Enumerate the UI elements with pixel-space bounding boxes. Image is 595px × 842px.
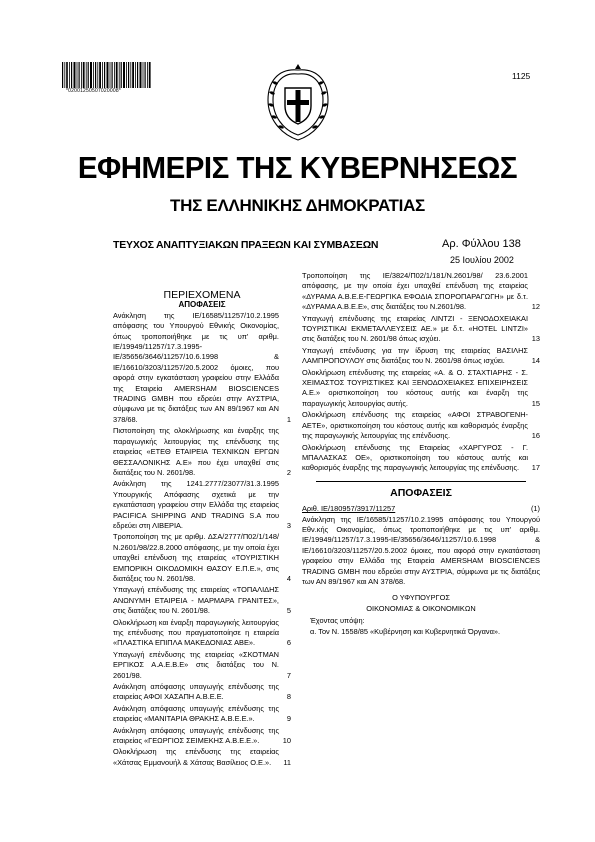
signatory-line-2: ΟΙΚΟΝΟΜΙΑΣ & ΟΙΚΟΝΟΜΙΚΩΝ (366, 603, 476, 613)
sheet-number: Αρ. Φύλλου 138 (442, 238, 521, 250)
decision-ref: Αριθ. ΙΕ/180957/3917/11257 (302, 504, 396, 514)
contents-entry-text: Ολοκλήρωση επένδυσης της εταιρείας «Α. & Ο. ΣΤΑΧΤΙΑΡΗΣ - Σ. ΧΕΙΜΑΣΤΟΣ ΤΟΥΡΙΣΤΙΚΕΣ ΚΑΙ ΞΕΝΟΔΟΧΕΙΑΚΕΣ ΕΠΙΧΕΙΡΗΣΕΙΣ Α.Ε.» οριστικοποίηση του κόστους αυτής και έναρξη της παραγωγικής λειτουργίας αυτής. (302, 367, 528, 408)
contents-entry-page: 1 (286, 414, 291, 424)
contents-entry (113, 532, 291, 584)
page-number: 1125 (512, 71, 531, 81)
coat-of-arms-icon (258, 60, 338, 144)
contents-entry-text: Τροποποίηση της με αριθμ. ΔΣΑ/2777/Π02/1/148/Ν.2601/98/22.8.2000 απόφασης, με την οποία έχει υπαχθεί επένδυση της εταιρείας «ΤΟΥΡΙΣΤΙΚΗ ΕΜΠΟΡΙΚΗ ΟΙΚΟΔΟΜΙΚΗ ΘΑΣΟΥ Ε.Π.Ε.», στις διατάξεις του Ν. 2601/98. (113, 532, 279, 583)
contents-entry (113, 585, 291, 616)
contents-entry-page: 8 (286, 692, 291, 702)
contents-entry (302, 368, 540, 410)
issue-label: ΤΕΥΧΟΣ ΑΝΑΠΤΥΞΙΑΚΩΝ ΠΡΑΞΕΩΝ ΚΑΙ ΣΥΜΒΑΣΕΩΝ (113, 239, 379, 251)
gazette-subtitle: ΤΗΣ ΕΛΛΗΝΙΚΗΣ ΔΗΜΟΚΡΑΤΙΑΣ (170, 196, 425, 215)
contents-entry (113, 311, 291, 425)
contents-entry-page: 4 (286, 573, 291, 583)
having-regard: Έχοντας υπόψη: (310, 616, 365, 626)
contents-entry-page: 9 (286, 714, 291, 724)
contents-entry (113, 650, 291, 681)
contents-entry-text: Ανάκληση απόφασης υπαγωγής επένδυσης της εταιρείας «ΜΑΝΙΤΑΡΙΑ ΘΡΑΚΗΣ Α.Β.Ε.Ε.». (113, 703, 279, 724)
contents-entry-text: Ανάκληση της 1241.2777/23077/31.3.1995 Υπουργικής Απόφασης σχετικά με την εγκατάσταση γραφείου στην Ελλάδα της εταιρείας PACIFICA SHIPPING AND TRADING S.A που εδρεύει στη ΛΙΒΕΡΙΑ. (113, 479, 279, 530)
contents-entry-text: Ολοκλήρωση επένδυσης της Εταιρείας «ΧΑΡΓΥΡΟΣ - Γ. ΜΠΑΛΑΣΚΑΣ ΟΕ», οριστικοποίηση του κόστους αυτής και καθορισμός έναρξης της παραγωγικής λειτουργίας της επένδυσης. (302, 442, 528, 473)
barcode-number: *02001250507020008* (66, 88, 121, 94)
contents-left-list (113, 311, 291, 768)
contents-entry-page: 7 (286, 670, 291, 680)
contents-entry (113, 426, 291, 478)
contents-entry-page: 6 (286, 638, 291, 648)
contents-entry-page: 2 (286, 467, 291, 477)
contents-entry-page: 12 (531, 302, 540, 312)
contents-left-column (113, 290, 291, 769)
contents-entry-page: 16 (531, 431, 540, 441)
contents-entry-text: Υπαγωγή επένδυσης για την ίδρυση της εταιρείας ΒΑΣΙΛΗΣ ΛΑΜΠΡΟΠΟΥΛΟΥ στις διατάξεις του Ν. 2601/98 όπως ισχύει. (302, 345, 528, 366)
contents-entry (113, 726, 291, 747)
issue-date: 25 Ιουλίου 2002 (450, 255, 514, 265)
contents-right-column (302, 271, 540, 637)
contents-entry (113, 618, 291, 649)
having-item-a: α. Τον Ν. 1558/85 «Κυβέρνηση και Κυβερνητικά Όργανα». (310, 626, 501, 636)
contents-entry-page: 11 (283, 757, 291, 767)
signatory-line-1: Ο ΥΦΥΠΟΥΡΓΟΣ (392, 593, 450, 603)
contents-entry-text: Ανάκληση απόφασης υπαγωγής επένδυσης της εταιρείας ΑΦΟΙ ΧΑΣΑΠΗ Α.Β.Ε.Ε. (113, 682, 279, 702)
decisions-heading: ΑΠΟΦΑΣΕΙΣ (316, 481, 526, 498)
contents-entry-page: 17 (531, 463, 540, 473)
contents-entry (113, 682, 291, 703)
contents-entry (302, 271, 540, 313)
decision-ref-number: (1) (530, 504, 540, 514)
contents-entry (302, 314, 540, 345)
contents-entry (302, 443, 540, 474)
contents-entry-page: 3 (286, 520, 291, 530)
decision-body: Ανάκληση της ΙΕ/16585/11257/10.2.1995 απόφασης του Υπουργού Εθν.κής Οικονομίας, όπως τροποποιήθηκε με τις υπ' αριθμ. ΙΕ/19949/11257/17.3.1995-ΙΕ/35656/3646/11257/10.6.1998 & ΙΕ/16610/3203/11257/20.5.2002 όμοιες, που αφορά στην εγκατάσταση γραφείου στην Ελλάδα της Εταιρεία AMERSHAM BIOSCIENCES TRADING GMBH που εδρεύει στην ΑΥΣΤΡΙΑ, σύμφωνα με τις διατάξεις των ΑΝ 89/1967 και ΑΝ 378/68. (302, 514, 540, 586)
contents-entry (113, 747, 291, 768)
contents-entry (113, 704, 291, 725)
contents-entry-text: Υπαγωγή επένδυσης της εταιρείας ΛΙΝΤΖΙ - ΞΕΝΟΔΟΧΕΙΑΚΑΙ ΤΟΥΡΙΣΤΙΚΑΙ ΕΚΜΕΤΑΛΛΕΥΣΕΙΣ ΑΕ.» με δ.τ. «HOTEL LINTZI» στις διατάξεις του Ν. 2601/98 όπως ισχύει. (302, 313, 528, 344)
contents-entry-text: Υπαγωγή επένδυσης της εταιρείας «ΤΟΠΑΛΙΔΗΣ ΑΝΩΝΥΜΗ ΕΤΑΙΡΕΙΑ - ΜΑΡΜΑΡΑ ΓΡΑΝΙΤΕΣ», στις διατάξεις του Ν. 2601/98. (113, 585, 279, 616)
contents-entry-page: 10 (282, 736, 291, 746)
contents-entry-text: Ολοκλήρωση επένδυσης της εταιρείας «ΑΦΟΙ ΣΤΡΑΒΟΓΕΝΗ-ΑΕΤΕ», οριστικοποίηση του κόστους αυτής και καθορισμός έναρξης της παραγωγικής λειτουργίας της επένδυσης. (302, 410, 528, 441)
contents-entry-text: Ολοκλήρωση και έναρξη παραγωγικής λειτουργίας της επένδυσης που πραγματοποίησε η εταιρεία «ΠΛΑΣΤΙΚΑ ΕΠΙΠΛΑ ΜΑΚΕΔΟΝΙΑΣ ΑΒΕ». (113, 617, 279, 648)
contents-right-list (302, 271, 540, 474)
contents-entry (302, 410, 540, 441)
contents-entry-text: Υπαγωγή επένδυσης της εταιρείας «ΣΚΟΤΜΑΝ ΕΡΓΙΚΟΣ Α.Α.Ε.Β.Ε» στις διατάξεις του Ν. 2601/98. (113, 649, 279, 680)
contents-entry-text: Τροποποίηση της ΙΕ/3824/Π02/1/181/Ν.2601/98/ 23.6.2001 απόφασης, με την οποία έχει υπαχθεί επένδυση της εταιρείας «ΔΥΡΑΜΑ Α.Β.Ε.Ε-ΓΕΩΡΓΙΚΑ ΕΦΟΔΙΑ ΣΠΟΡΟΠΑΡΑΓΩΓΗ» με δ.τ. «ΔΥΡΑΜΑ Α.Β.Ε.Ε», στις διατάξεις του Ν.2601/98. (302, 271, 528, 312)
contents-entry-text: Ολοκλήρωση της επένδυσης της εταιρείας «Χάτσας Εμμανουήλ & Χάτσας Βασίλειος Ο.Ε.». (113, 747, 279, 767)
contents-subheading: ΑΠΟΦΑΣΕΙΣ (178, 300, 226, 310)
contents-entry-text: Ανάκληση της ΙΕ/16585/11257/10.2.1995 απόφασης του Υπουργού Εθνικής Οικονομίας, όπως τροποποιήθηκε με τις υπ' αριθμ. ΙΕ/19949/11257/17.3.1995-ΙΕ/35656/3646/11257/10.6.1998 & ΙΕ/16610/3203/11257/20.5.2002 όμοιες, που αφορά στην εγκατάσταση γραφείου στην Ελλάδα της Εταιρεία AMERSHAM BIOSCIENCES TRADING GMBH που εδρεύει στην ΑΥΣΤΡΙΑ, σύμφωνα με τις διατάξεις των ΑΝ 89/1967 και ΑΝ 378/68. (113, 310, 279, 424)
gazette-title: ΕΦΗΜΕΡΙΣ ΤΗΣ ΚΥΒΕΡΝΗΣΕΩΣ (77, 150, 518, 185)
barcode (62, 62, 152, 88)
decision-ref-line (302, 504, 540, 514)
contents-entry-page: 15 (531, 398, 540, 408)
contents-entry-text: Πιστοποίηση της ολοκλήρωσης και έναρξης της παραγωγικής λειτουργίας της επένδυσης της εταιρείας «ΕΤΕΘ ΕΤΑΙΡΕΙΑ ΤΕΧΝΙΚΩΝ ΕΡΓΩΝ ΘΕΣΣΑΛΟΝΙΚΗΣ Α.Ε» που έχει υπαχθεί στις διατάξεις του Ν. 2601/98. (113, 426, 279, 477)
contents-heading: ΠΕΡΙΕΧΟΜΕΝΑ (163, 289, 241, 301)
contents-entry (113, 479, 291, 531)
contents-entry-page: 14 (531, 356, 540, 366)
contents-entry (302, 346, 540, 367)
contents-entry-page: 13 (531, 334, 540, 344)
signatory-title (302, 593, 540, 614)
contents-entry-text: Ανάκληση απόφασης υπαγωγής επένδυσης της εταιρείας «ΓΕΩΡΓΙΟΣ ΣΕΙΜΕΚΗΣ Α.Β.Ε.Ε.». (113, 725, 279, 746)
contents-entry-page: 5 (286, 606, 291, 616)
